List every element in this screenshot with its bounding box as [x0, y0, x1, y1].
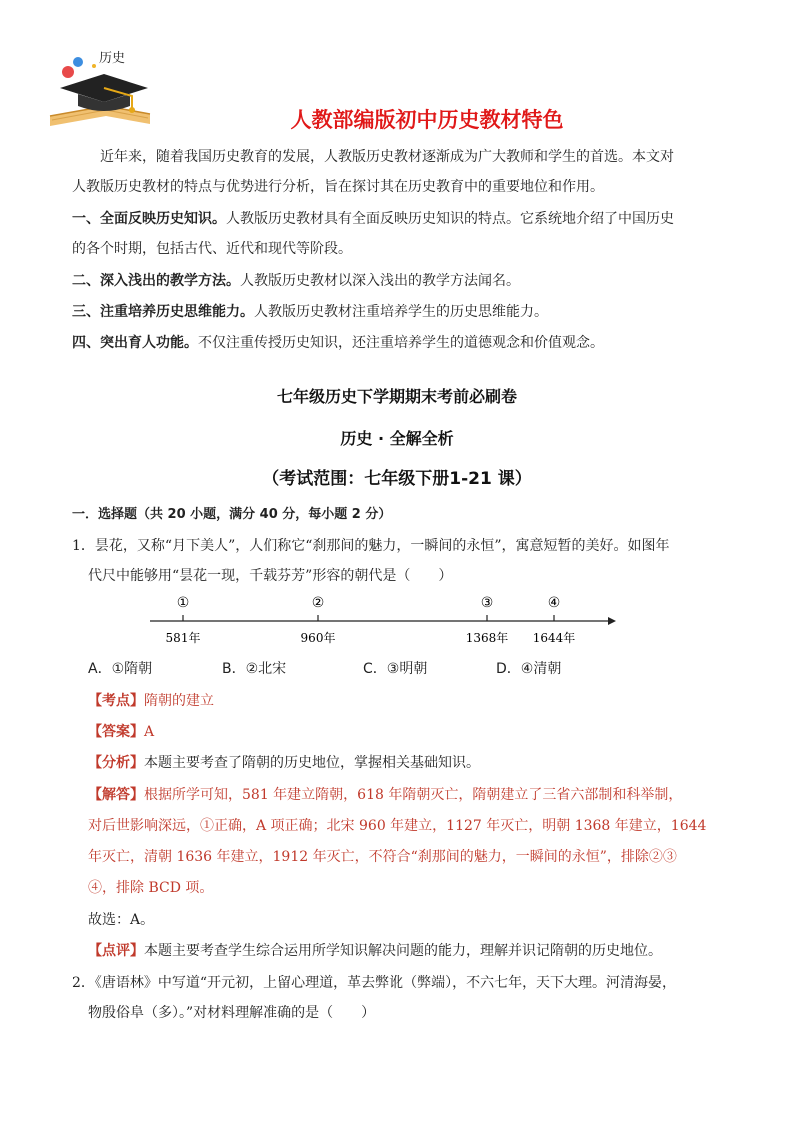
q1-analysis: [88, 752, 480, 772]
solution-tag: 【解答】: [88, 787, 144, 803]
q1-point: [88, 690, 214, 710]
feature-item-2: [72, 270, 520, 290]
timeline-year-label: 960年: [300, 631, 336, 645]
q1-solution-line: ④，排除 BCD 项。: [88, 880, 214, 896]
q1-option-c[interactable]: C．③明朝: [363, 661, 428, 677]
q2-stem-cont: 物殷俗阜（多）。”对材料理解准确的是（ ）: [88, 1005, 376, 1021]
timeline-mark-label: ①: [176, 595, 190, 611]
feature-heading: 二、深入浅出的教学方法。: [72, 273, 240, 289]
timeline-mark-label: ④: [547, 595, 561, 611]
feature-item-1-cont: 的各个时期，包括古代、近代和现代等阶段。: [72, 241, 352, 257]
feature-item-1: [72, 208, 674, 228]
q1-option-d[interactable]: D．④清朝: [496, 661, 562, 677]
timeline-arrow-icon: [608, 617, 616, 625]
intro-line: 近年来，随着我国历史教育的发展，人教版历史教材逐渐成为广大教师和学生的首选。本文对: [100, 149, 674, 165]
analysis-tag: 【分析】: [88, 755, 144, 771]
q1-option-b[interactable]: B．②北宋: [222, 661, 287, 677]
q1-comment: [88, 940, 662, 960]
q1-solution: [88, 784, 682, 804]
feature-item-4: [72, 332, 604, 352]
q1-solution-line: 对后世影响深远，①正确，A 项正确；北宋 960 年建立，1127 年灭亡，明朝 1368 年建立，1644: [88, 818, 707, 834]
timeline-mark-label: ③: [480, 595, 494, 611]
point-tag: 【考点】: [88, 693, 144, 709]
feature-heading: 四、突出育人功能。: [72, 335, 198, 351]
exam-scope: （考试范围：七年级下册1-21 课）: [262, 469, 532, 489]
feature-heading: 三、注重培养历史思维能力。: [72, 304, 254, 320]
solution-text: 根据所学可知，581 年建立隋朝，618 年隋朝灭亡，隋朝建立了三省六部制和科举制，: [144, 787, 683, 803]
timeline-chart: [150, 590, 620, 650]
exam-subtitle: 历史 · 全解全析: [340, 429, 454, 448]
q2-stem: 2．《唐语林》中写道“开元初，上留心理道，革去弊讹（弊端），不六七年，天下大理。河清海晏，: [72, 975, 677, 991]
timeline-year-label: 1644年: [532, 631, 576, 645]
feature-heading: 一、全面反映历史知识。: [72, 211, 226, 227]
feature-item-3: [72, 301, 548, 321]
q1-answer: [88, 721, 154, 741]
q1-solution-line: 年灭亡，清朝 1636 年建立，1912 年灭亡，不符合“刹那间的魅力，一瞬间的永恒”，排除②③: [88, 849, 677, 865]
feature-text: 人教版历史教材以深入浅出的教学方法闻名。: [240, 273, 520, 289]
feature-text: 人教版历史教材具有全面反映历史知识的特点。它系统地介绍了中国历史: [226, 211, 674, 227]
page-title: 人教部编版初中历史教材特色: [290, 108, 564, 132]
feature-text: 人教版历史教材注重培养学生的历史思维能力。: [254, 304, 548, 320]
point-text: 隋朝的建立: [144, 693, 214, 709]
intro-line: 人教版历史教材的特点与优势进行分析，旨在探讨其在历史教育中的重要地位和作用。: [72, 179, 604, 195]
answer-tag: 【答案】: [88, 724, 144, 740]
answer-text: A: [144, 724, 155, 740]
q1-option-a[interactable]: A．①隋朝: [88, 661, 153, 677]
timeline-mark-label: ②: [311, 595, 325, 611]
comment-text: 本题主要考查学生综合运用所学知识解决问题的能力，理解并识记隋朝的历史地位。: [144, 943, 662, 959]
section-heading: 一．选择题（共 20 小题，满分 40 分，每小题 2 分）: [72, 507, 392, 522]
logo-label: 历史: [99, 51, 126, 66]
timeline-year-label: 1368年: [465, 631, 509, 645]
q1-conclusion: 故选：A。: [88, 912, 155, 928]
analysis-text: 本题主要考查了隋朝的历史地位，掌握相关基础知识。: [144, 755, 480, 771]
comment-tag: 【点评】: [88, 943, 144, 959]
exam-title: 七年级历史下学期期末考前必刷卷: [276, 387, 517, 406]
feature-text: 不仅注重传授历史知识，还注重培养学生的道德观念和价值观念。: [198, 335, 604, 351]
q1-stem-cont: 代尺中能够用“昙花一现，千载芬芳”形容的朝代是（ ）: [88, 568, 453, 584]
q1-stem: 1．昙花，又称“月下美人”，人们称它“刹那间的魅力，一瞬间的永恒”，寓意短暂的美好。如图年: [72, 538, 670, 554]
timeline-year-label: 581年: [165, 631, 201, 645]
